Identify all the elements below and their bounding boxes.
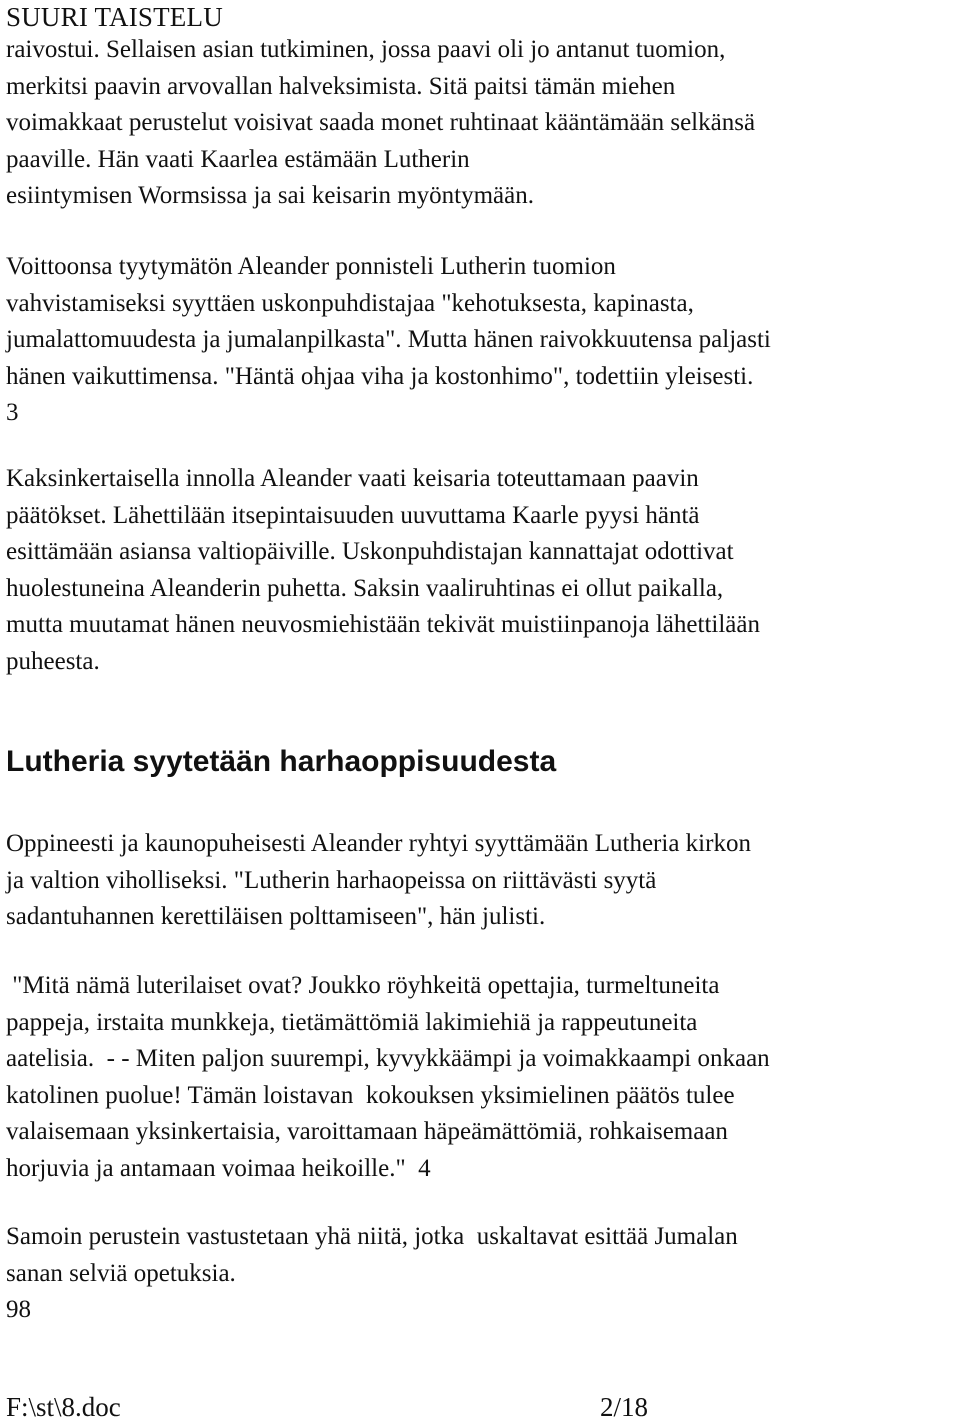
text-line: päätökset. Lähettilään itsepintaisuuden uuvuttama Kaarle pyysi häntä	[6, 501, 700, 529]
text-line: Voittoonsa tyytymätön Aleander ponnisteli Lutherin tuomion	[6, 253, 616, 280]
paragraph-3	[6, 461, 956, 680]
text-line: sanan selviä opetuksia.	[6, 1259, 236, 1287]
text-line: merkitsi paavin arvovallan halveksimista. Sitä paitsi tämän miehen	[6, 72, 676, 100]
text-line: pappeja, irstaita munkkeja, tietämättömiä lakimiehiä ja rappeutuneita	[6, 1008, 698, 1036]
text-line: esittämään asiansa valtiopäiville. Uskonpuhdistajan kannattajat odottivat	[6, 538, 734, 565]
footer-file-path: F:\st\8.doc	[6, 1392, 121, 1422]
text-line: Kaksinkertaisella innolla Aleander vaati keisaria toteuttamaan paavin	[6, 465, 699, 492]
running-title: SUURI TAISTELU	[6, 2, 223, 32]
paragraph-2	[6, 249, 956, 432]
page-number: 98	[6, 1296, 31, 1323]
text-line: "Mitä nämä luterilaiset ovat? Joukko röyhkeitä opettajia, turmeltuneita	[6, 972, 720, 999]
footnote-ref: 3	[6, 399, 19, 426]
paragraph-1	[6, 32, 956, 215]
text-line: voimakkaat perustelut voisivat saada monet ruhtinaat kääntämään selkänsä	[6, 109, 756, 136]
quote-paragraph	[6, 968, 956, 1187]
section-heading: Lutheria syytetään harhaoppisuudesta	[6, 745, 557, 778]
paragraph-6	[6, 1219, 956, 1329]
text-line: sadantuhannen kerettiläisen polttamiseen", hän julisti.	[6, 903, 546, 930]
footer-page-indicator: 2/18	[600, 1392, 649, 1422]
text-line: jumalattomuudesta ja jumalanpilkasta". Mutta hänen raivokkuutensa paljasti	[6, 326, 771, 353]
text-line: esiintymisen Wormsissa ja sai keisarin myöntymään.	[6, 182, 535, 209]
text-line: huolestuneina Aleanderin puhetta. Saksin vaaliruhtinas ei ollut paikalla,	[6, 574, 724, 602]
text-line: katolinen puolue! Tämän loistavan kokouksen yksimielinen päätös tulee	[6, 1081, 735, 1109]
text-line: raivostui. Sellaisen asian tutkiminen, jossa paavi oli jo antanut tuomion,	[6, 36, 726, 63]
text-line: vahvistamiseksi syyttäen uskonpuhdistajaa "kehotuksesta, kapinasta,	[6, 289, 694, 317]
text-line: Oppineesti ja kaunopuheisesti Aleander ryhtyi syyttämään Lutheria kirkon	[6, 830, 751, 857]
text-line: hänen vaikuttimensa. "Häntä ohjaa viha ja kostonhimo", todettiin yleisesti.	[6, 362, 754, 390]
text-line: Samoin perustein vastustetaan yhä niitä, jotka uskaltavat esittää Jumalan	[6, 1223, 738, 1250]
text-line: paaville. Hän vaati Kaarlea estämään Lutherin	[6, 145, 470, 173]
text-line: horjuvia ja antamaan voimaa heikoille." 4	[6, 1154, 431, 1182]
text-line: valaisemaan yksinkertaisia, varoittamaan häpeämättömiä, rohkaisemaan	[6, 1118, 728, 1145]
text-line: aatelisia. - - Miten paljon suurempi, kyvykkäämpi ja voimakkaampi onkaan	[6, 1045, 770, 1072]
paragraph-4	[6, 826, 956, 936]
text-line: puheesta.	[6, 647, 100, 675]
text-line: ja valtion viholliseksi. "Lutherin harhaopeissa on riittävästi syytä	[6, 866, 657, 894]
text-line: mutta muutamat hänen neuvosmiehistään tekivät muistiinpanoja lähettilään	[6, 611, 760, 638]
